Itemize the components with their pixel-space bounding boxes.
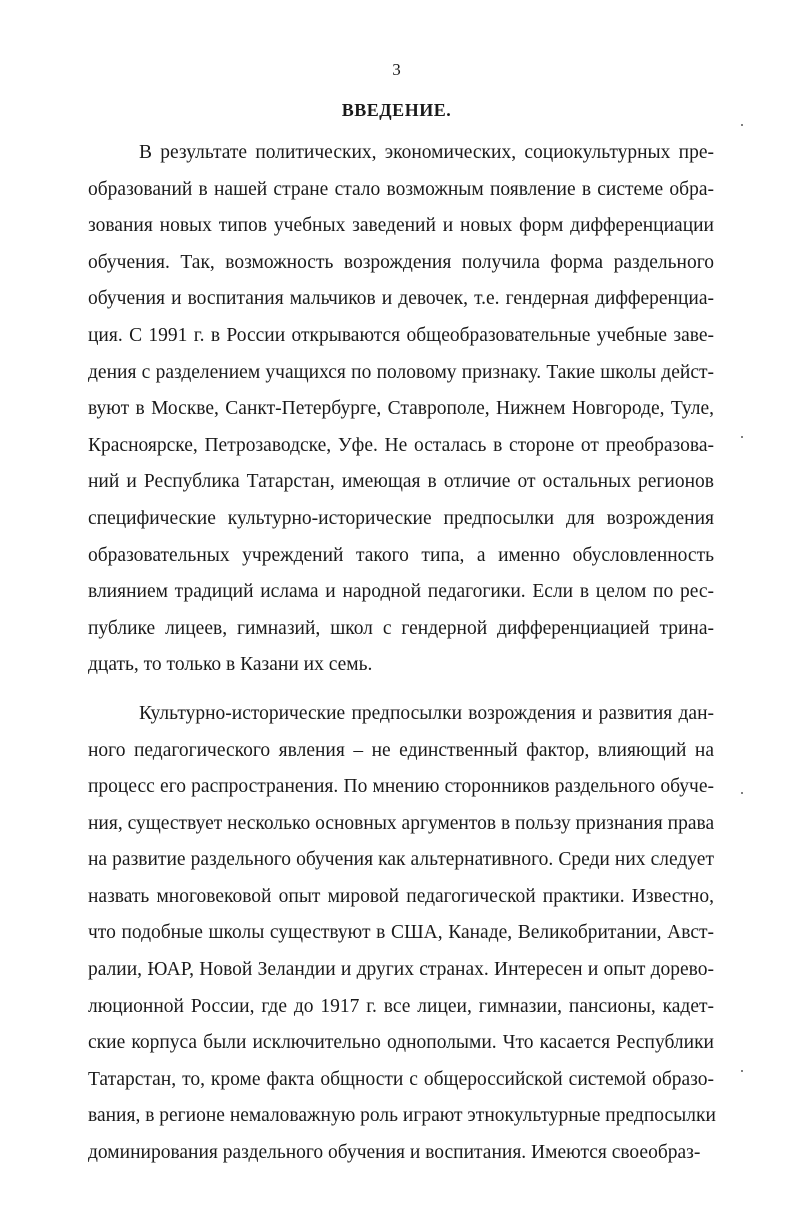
text-line: ралии, ЮАР, Новой Зеландии и других странах. Интересен и опыт дорево- [88,959,714,981]
text-line: обучения. Так, возможность возрождения получила форма раздельного [88,251,714,273]
scan-speck [741,1070,743,1072]
text-line: влиянием традиций ислама и народной педагогики. Если в целом по рес- [88,581,714,603]
scan-speck [741,792,743,794]
text-line: обучения и воспитания мальчиков и девочек, т.е. гендерная дифференциа- [88,288,714,310]
text-line: люционной России, где до 1917 г. все лицеи, гимназии, пансионы, кадет- [88,995,714,1017]
text-line: дения с разделением учащихся по половому признаку. Такие школы дейст- [88,361,714,383]
text-line: зования новых типов учебных заведений и новых форм дифференциации [88,215,714,237]
body-text [88,135,714,1172]
text-line: вуют в Москве, Санкт-Петербурге, Ставрополе, Нижнем Новгороде, Туле, [88,398,714,420]
text-line: ного педагогического явления – не единственный фактор, влияющий на [88,739,714,761]
text-line: образований в нашей стране стало возможным появление в системе обра- [88,178,714,200]
text-line: образовательных учреждений такого типа, а именно обусловленность [88,544,714,566]
text-line: Культурно-исторические предпосылки возрождения и развития дан- [139,702,714,724]
page-number: 3 [392,60,401,79]
text-line: вания, в регионе немаловажную роль играют этнокультурные предпосылки [88,1105,716,1127]
section-heading: ВВЕДЕНИЕ. [341,100,452,120]
scan-speck [741,436,743,438]
text-line: доминирования раздельного обучения и воспитания. Имеются своеобраз- [88,1142,701,1164]
text-line: процесс его распространения. По мнению сторонников раздельного обуче- [88,776,714,798]
text-line: В результате политических, экономических, социокультурных пре- [139,142,714,163]
text-line: специфические культурно-исторические предпосылки для возрождения [88,507,714,529]
text-line: что подобные школы существуют в США, Канаде, Великобритании, Авст- [88,922,714,944]
text-line: ция. С 1991 г. в России открываются общеобразовательные учебные заве- [88,324,714,346]
paragraph-1 [88,135,714,684]
text-line: Татарстан, то, кроме факта общности с общероссийской системой образо- [88,1068,714,1090]
scan-speck [741,124,743,126]
paragraph-gap [88,684,714,696]
text-line: ния, существует несколько основных аргументов в пользу признания права [88,812,715,834]
text-line: дцать, то только в Казани их семь. [88,654,373,676]
text-line: ские корпуса были исключительно однополыми. Что касается Республики [88,1032,714,1054]
text-line: на развитие раздельного обучения как альтернативного. Среди них следует [88,849,714,871]
text-line: Красноярске, Петрозаводске, Уфе. Не осталась в стороне от преобразова- [88,434,714,456]
paragraph-2 [88,696,714,1172]
text-line: ний и Республика Татарстан, имеющая в отличие от остальных регионов [88,471,714,493]
text-line: назвать многовековой опыт мировой педагогической практики. Известно, [88,885,714,907]
text-line: публике лицеев, гимназий, школ с гендерной дифференциацией трина- [88,617,714,639]
